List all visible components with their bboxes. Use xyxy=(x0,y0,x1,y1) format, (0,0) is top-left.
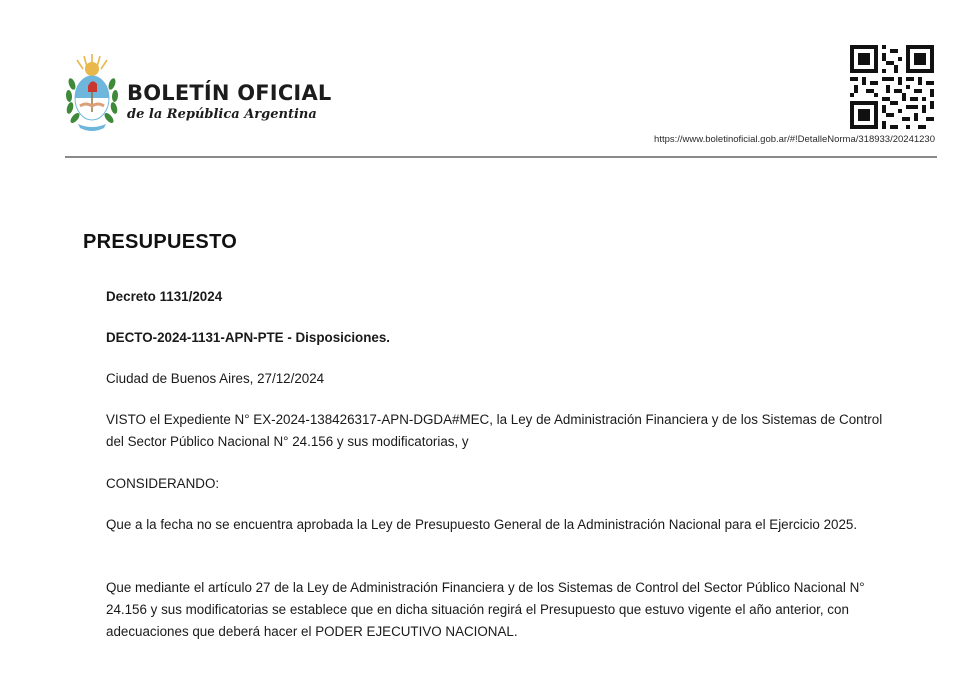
considerando-paragraph-2: Que mediante el artículo 27 de la Ley de Administración Financiera y de los Sistemas de Control del Sector Público Nacional N° 24.156 y sus modificatorias se establece que en dicha situación regirá el Presupuesto que estuvo vigente el año anterior, con adecuaciones que deberá hacer el PODER EJECUTIVO NACIONAL. xyxy=(106,580,865,639)
visto-paragraph: VISTO el Expediente N° EX-2024-138426317-APN-DGDA#MEC, la Ley de Administración Financiera y de los Sistemas de Control del Sector Público Nacional N° 24.156 y sus modificatorias, y xyxy=(106,412,883,449)
place-date: Ciudad de Buenos Aires, 27/12/2024 xyxy=(106,371,325,386)
qr-code-icon[interactable] xyxy=(850,45,934,129)
considerando-paragraph-1: Que a la fecha no se encuentra aprobada la Ley de Presupuesto General de la Administración Nacional para el Ejercicio 2025. xyxy=(106,517,858,532)
document-header xyxy=(0,0,963,160)
logo-title: BOLETÍN OFICIAL xyxy=(127,81,332,105)
logo-subtitle: de la República Argentina xyxy=(127,107,317,122)
section-title: PRESUPUESTO xyxy=(83,231,238,253)
argentina-coat-of-arms-icon xyxy=(64,52,120,136)
decree-code: DECTO-2024-1131-APN-PTE - Disposiciones. xyxy=(106,330,391,345)
norm-url-link[interactable]: https://www.boletinoficial.gob.ar/#!DetalleNorma/318933/20241230 xyxy=(654,134,935,145)
considerando-heading: CONSIDERANDO: xyxy=(106,476,220,491)
decree-number: Decreto 1131/2024 xyxy=(106,289,223,304)
header-divider xyxy=(65,156,937,158)
